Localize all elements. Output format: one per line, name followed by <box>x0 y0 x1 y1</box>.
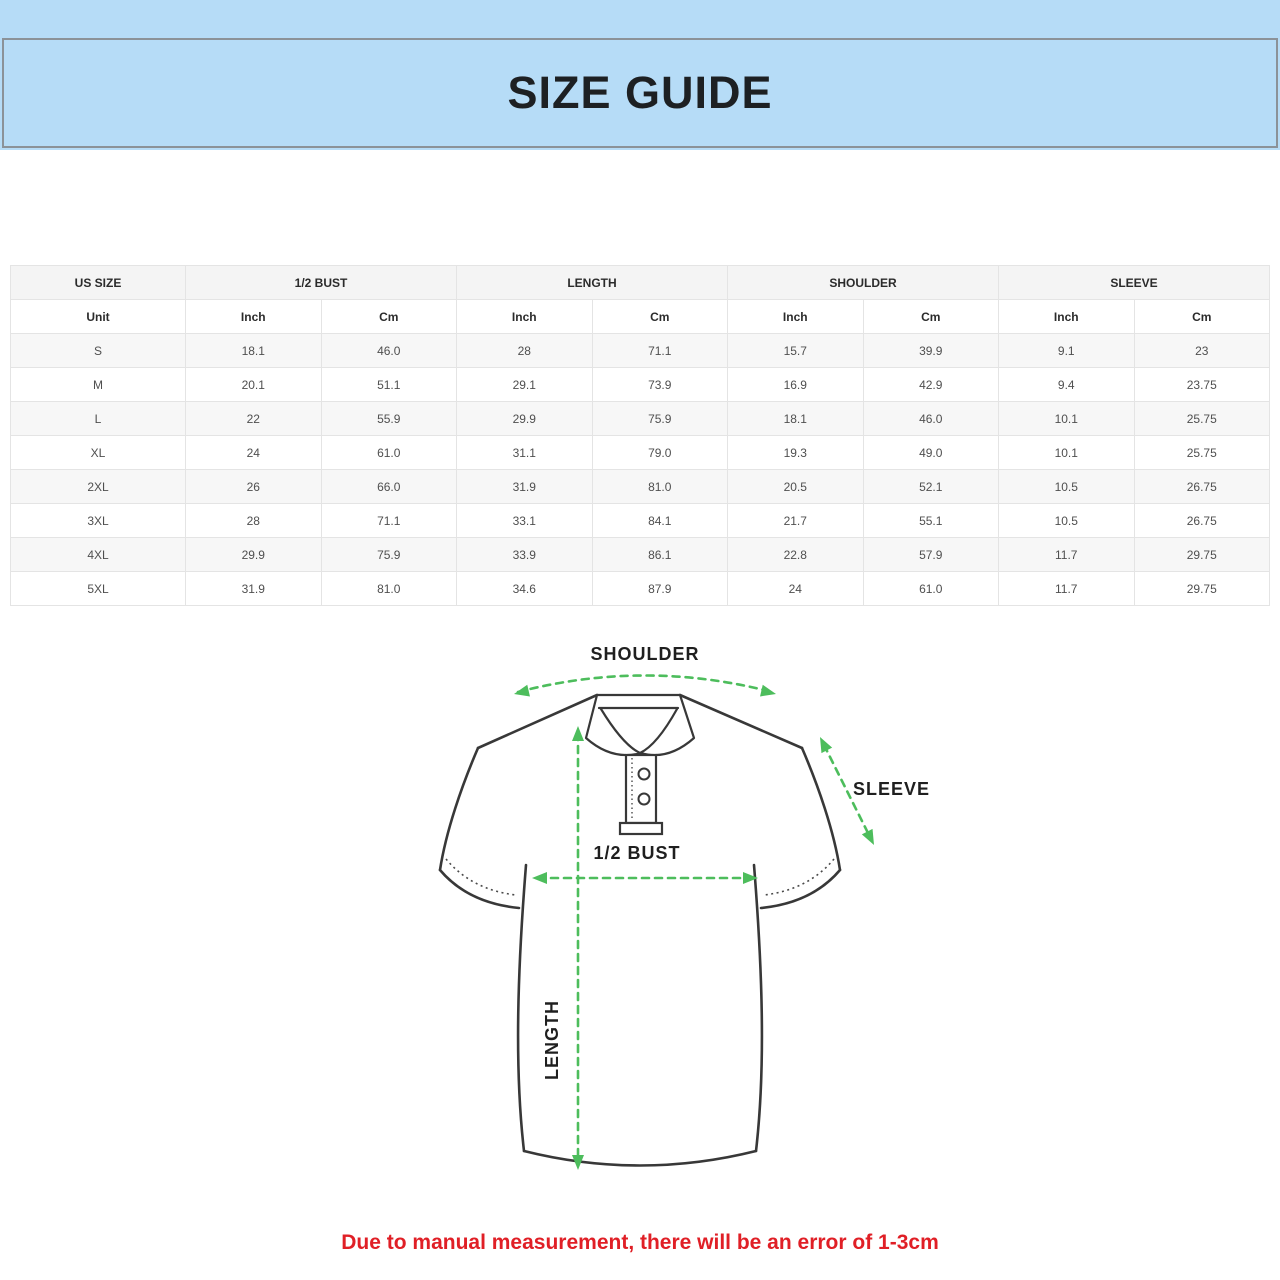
size-table <box>10 265 1270 606</box>
measurement-cell: 46.0 <box>321 334 457 368</box>
measurement-cell: 22 <box>186 402 322 436</box>
size-row-l <box>11 402 1270 436</box>
measurement-cell: 10.5 <box>999 470 1135 504</box>
measurement-cell: 21.7 <box>728 504 864 538</box>
measurement-cell: 29.9 <box>186 538 322 572</box>
placket <box>620 755 662 834</box>
column-group-header: 1/2 BUST <box>186 266 457 300</box>
unit-header-cell: Cm <box>863 300 999 334</box>
measurement-cell: 18.1 <box>728 402 864 436</box>
size-label-cell: XL <box>11 436 186 470</box>
size-row-m <box>11 368 1270 402</box>
measurement-cell: 29.75 <box>1134 572 1270 606</box>
size-row-2xl <box>11 470 1270 504</box>
sleeve-stitch-lines <box>446 859 834 895</box>
measurement-cell: 26.75 <box>1134 504 1270 538</box>
size-label-cell: 3XL <box>11 504 186 538</box>
measurement-cell: 16.9 <box>728 368 864 402</box>
measurement-cell: 11.7 <box>999 538 1135 572</box>
measurement-cell: 26 <box>186 470 322 504</box>
measurement-cell: 33.1 <box>457 504 593 538</box>
measurement-cell: 33.9 <box>457 538 593 572</box>
size-row-4xl <box>11 538 1270 572</box>
measurement-lines <box>518 676 870 1164</box>
shoulder-arrow-line <box>518 676 772 693</box>
unit-header-cell: Inch <box>999 300 1135 334</box>
measurement-cell: 66.0 <box>321 470 457 504</box>
measurement-cell: 26.75 <box>1134 470 1270 504</box>
measurement-cell: 34.6 <box>457 572 593 606</box>
measurement-cell: 10.1 <box>999 402 1135 436</box>
measurement-cell: 25.75 <box>1134 436 1270 470</box>
size-row-5xl <box>11 572 1270 606</box>
unit-header-cell: Cm <box>1134 300 1270 334</box>
measurement-cell: 10.1 <box>999 436 1135 470</box>
measurement-cell: 31.9 <box>457 470 593 504</box>
measurement-cell: 81.0 <box>321 572 457 606</box>
measurement-cell: 73.9 <box>592 368 728 402</box>
size-row-3xl <box>11 504 1270 538</box>
measurement-cell: 15.7 <box>728 334 864 368</box>
table-unit-header-row <box>11 300 1270 334</box>
column-group-header: SHOULDER <box>728 266 999 300</box>
measurement-cell: 18.1 <box>186 334 322 368</box>
column-group-header: LENGTH <box>457 266 728 300</box>
size-row-xl <box>11 436 1270 470</box>
arrowheads <box>513 685 880 1170</box>
size-label-cell: 4XL <box>11 538 186 572</box>
measurement-cell: 20.5 <box>728 470 864 504</box>
measurement-cell: 55.9 <box>321 402 457 436</box>
size-row-s <box>11 334 1270 368</box>
measurement-cell: 23 <box>1134 334 1270 368</box>
measurement-cell: 28 <box>457 334 593 368</box>
measurement-cell: 20.1 <box>186 368 322 402</box>
unit-header-cell: Unit <box>11 300 186 334</box>
column-group-header: US SIZE <box>11 266 186 300</box>
unit-header-cell: Inch <box>728 300 864 334</box>
measurement-cell: 29.1 <box>457 368 593 402</box>
measurement-cell: 23.75 <box>1134 368 1270 402</box>
measurement-cell: 55.1 <box>863 504 999 538</box>
collar <box>586 695 694 755</box>
measurement-cell: 57.9 <box>863 538 999 572</box>
measurement-cell: 79.0 <box>592 436 728 470</box>
length-label: LENGTH <box>542 1000 562 1080</box>
measurement-cell: 9.1 <box>999 334 1135 368</box>
column-group-header: SLEEVE <box>999 266 1270 300</box>
unit-header-cell: Inch <box>457 300 593 334</box>
bust-label: 1/2 BUST <box>593 843 681 863</box>
size-label-cell: M <box>11 368 186 402</box>
size-guide-banner <box>0 0 1280 150</box>
unit-header-cell: Inch <box>186 300 322 334</box>
size-label-cell: 2XL <box>11 470 186 504</box>
measurement-cell: 49.0 <box>863 436 999 470</box>
page-title: SIZE GUIDE <box>507 67 773 118</box>
measurement-cell: 71.1 <box>592 334 728 368</box>
measurement-cell: 51.1 <box>321 368 457 402</box>
unit-header-cell: Cm <box>321 300 457 334</box>
measurement-cell: 24 <box>728 572 864 606</box>
size-label-cell: L <box>11 402 186 436</box>
measurement-cell: 71.1 <box>321 504 457 538</box>
measurement-cell: 29.9 <box>457 402 593 436</box>
measurement-cell: 61.0 <box>863 572 999 606</box>
unit-header-cell: Cm <box>592 300 728 334</box>
measurement-cell: 42.9 <box>863 368 999 402</box>
measurement-cell: 22.8 <box>728 538 864 572</box>
polo-shirt-diagram <box>420 635 980 1195</box>
sleeve-label: SLEEVE <box>853 779 931 799</box>
measurement-cell: 19.3 <box>728 436 864 470</box>
measurement-cell: 46.0 <box>863 402 999 436</box>
measurement-cell: 31.1 <box>457 436 593 470</box>
size-label-cell: 5XL <box>11 572 186 606</box>
size-table-body <box>11 334 1270 606</box>
measurement-cell: 84.1 <box>592 504 728 538</box>
shoulder-label: SHOULDER <box>590 644 700 664</box>
measurement-cell: 24 <box>186 436 322 470</box>
table-group-header-row <box>11 266 1270 300</box>
size-label-cell: S <box>11 334 186 368</box>
size-table-head <box>11 266 1270 334</box>
measurement-cell: 10.5 <box>999 504 1135 538</box>
banner-border-box <box>2 38 1278 148</box>
measurement-cell: 86.1 <box>592 538 728 572</box>
measurement-cell: 87.9 <box>592 572 728 606</box>
measurement-cell: 39.9 <box>863 334 999 368</box>
measurement-cell: 28 <box>186 504 322 538</box>
measurement-error-note: Due to manual measurement, there will be an error of 1-3cm <box>341 1231 939 1254</box>
measurement-cell: 52.1 <box>863 470 999 504</box>
measurement-cell: 11.7 <box>999 572 1135 606</box>
measurement-cell: 25.75 <box>1134 402 1270 436</box>
measurement-cell: 9.4 <box>999 368 1135 402</box>
measurement-cell: 61.0 <box>321 436 457 470</box>
measurement-cell: 81.0 <box>592 470 728 504</box>
measurement-cell: 31.9 <box>186 572 322 606</box>
measurement-cell: 75.9 <box>592 402 728 436</box>
measurement-cell: 75.9 <box>321 538 457 572</box>
measurement-cell: 29.75 <box>1134 538 1270 572</box>
